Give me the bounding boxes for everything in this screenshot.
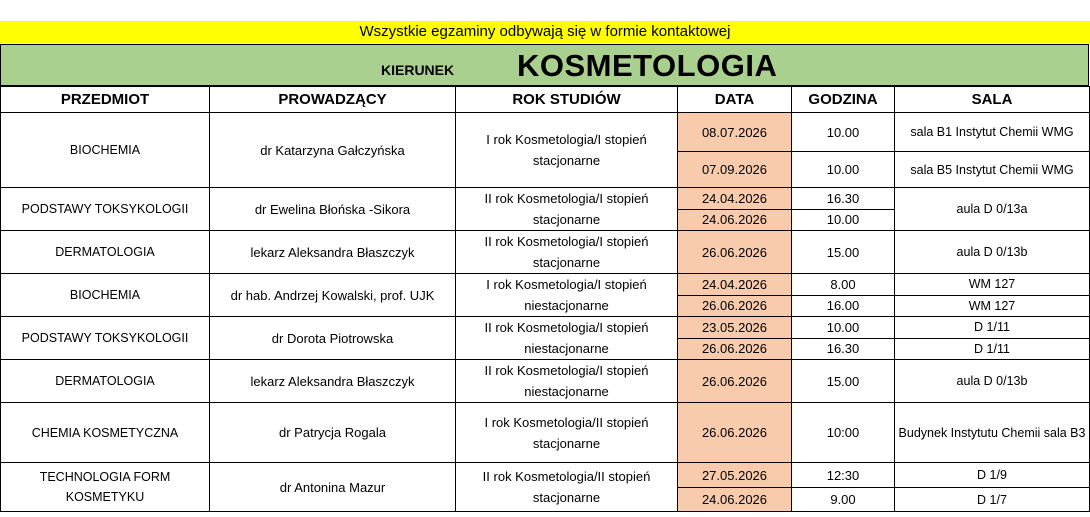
lecturer-cell: dr Dorota Piotrowska: [210, 317, 456, 360]
lecturer-cell: dr hab. Andrzej Kowalski, prof. UJK: [210, 274, 456, 317]
subject-cell: BIOCHEMIA: [1, 274, 210, 317]
date-cell: 26.06.2026: [678, 360, 792, 403]
table-row: [1, 231, 1090, 274]
room-cell: WM 127: [895, 295, 1090, 317]
column-header-sala: SALA: [895, 87, 1090, 113]
lecturer-cell: lekarz Aleksandra Błaszczyk: [210, 360, 456, 403]
room-cell: aula D 0/13b: [895, 360, 1090, 403]
date-cell: 24.04.2026: [678, 274, 792, 296]
time-cell: 15.00: [792, 231, 895, 274]
time-cell: 10.00: [792, 209, 895, 231]
date-cell: 26.06.2026: [678, 295, 792, 317]
room-cell: Budynek Instytutu Chemii sala B3: [895, 403, 1090, 463]
table-row: [1, 403, 1090, 463]
date-cell: 24.06.2026: [678, 488, 792, 512]
subject-cell: PODSTAWY TOKSYKOLOGII: [1, 188, 210, 231]
subject-cell: BIOCHEMIA: [1, 113, 210, 188]
date-cell: 26.06.2026: [678, 231, 792, 274]
announcement-text: Wszystkie egzaminy odbywają się w formie kontaktowej: [0, 21, 1090, 43]
room-cell: aula D 0/13b: [895, 231, 1090, 274]
year-cell: I rok Kosmetologia/I stopień niestacjonarne: [456, 274, 678, 317]
time-cell: 10.00: [792, 152, 895, 188]
subject-cell: PODSTAWY TOKSYKOLOGII: [1, 317, 210, 360]
time-cell: 8.00: [792, 274, 895, 296]
subject-cell: DERMATOLOGIA: [1, 231, 210, 274]
date-cell: 23.05.2026: [678, 317, 792, 339]
date-cell: 08.07.2026: [678, 113, 792, 152]
date-cell: 26.06.2026: [678, 338, 792, 360]
room-cell: WM 127: [895, 274, 1090, 296]
table-row: [1, 317, 1090, 339]
year-cell: II rok Kosmetologia/I stopień niestacjonarne: [456, 317, 678, 360]
time-cell: 16.00: [792, 295, 895, 317]
table-header-row: [1, 87, 1090, 113]
year-cell: II rok Kosmetologia/I stopień stacjonarne: [456, 188, 678, 231]
room-cell: D 1/7: [895, 488, 1090, 512]
column-header-godzina: GODZINA: [792, 87, 895, 113]
table-row: [1, 274, 1090, 296]
room-cell: D 1/11: [895, 317, 1090, 339]
lecturer-cell: dr Katarzyna Gałczyńska: [210, 113, 456, 188]
announcement-banner: [0, 0, 1090, 43]
subject-cell: CHEMIA KOSMETYCZNA: [1, 403, 210, 463]
room-cell: sala B1 Instytut Chemii WMG: [895, 113, 1090, 152]
time-cell: 10.00: [792, 113, 895, 152]
lecturer-cell: lekarz Aleksandra Błaszczyk: [210, 231, 456, 274]
subject-cell: TECHNOLOGIA FORM KOSMETYKU: [1, 463, 210, 512]
year-cell: I rok Kosmetologia/II stopień stacjonarne: [456, 403, 678, 463]
exam-schedule-table: [0, 86, 1090, 512]
date-cell: 24.04.2026: [678, 188, 792, 210]
time-cell: 16.30: [792, 338, 895, 360]
year-cell: I rok Kosmetologia/I stopień stacjonarne: [456, 113, 678, 188]
kierunek-label: KIERUNEK: [381, 62, 455, 78]
room-cell: sala B5 Instytut Chemii WMG: [895, 152, 1090, 188]
time-cell: 12:30: [792, 463, 895, 488]
column-header-rok: ROK STUDIÓW: [456, 87, 678, 113]
lecturer-cell: dr Ewelina Błońska -Sikora: [210, 188, 456, 231]
kierunek-name: KOSMETOLOGIA: [517, 48, 778, 83]
date-cell: 07.09.2026: [678, 152, 792, 188]
year-cell: II rok Kosmetologia/I stopień niestacjonarne: [456, 360, 678, 403]
year-cell: II rok Kosmetologia/I stopień stacjonarne: [456, 231, 678, 274]
table-row: [1, 188, 1090, 210]
time-cell: 16.30: [792, 188, 895, 210]
table-row: [1, 360, 1090, 403]
time-cell: 9.00: [792, 488, 895, 512]
room-cell: aula D 0/13a: [895, 188, 1090, 231]
time-cell: 15.00: [792, 360, 895, 403]
lecturer-cell: dr Antonina Mazur: [210, 463, 456, 512]
time-cell: 10:00: [792, 403, 895, 463]
time-cell: 10.00: [792, 317, 895, 339]
year-cell: II rok Kosmetologia/II stopień stacjonarne: [456, 463, 678, 512]
lecturer-cell: dr Patrycja Rogala: [210, 403, 456, 463]
column-header-prowadzacy: PROWADZĄCY: [210, 87, 456, 113]
date-cell: 26.06.2026: [678, 403, 792, 463]
column-header-przedmiot: PRZEDMIOT: [1, 87, 210, 113]
kierunek-header: [0, 44, 1089, 86]
column-header-data: DATA: [678, 87, 792, 113]
room-cell: D 1/9: [895, 463, 1090, 488]
room-cell: D 1/11: [895, 338, 1090, 360]
table-row: [1, 113, 1090, 152]
subject-cell: DERMATOLOGIA: [1, 360, 210, 403]
date-cell: 24.06.2026: [678, 209, 792, 231]
table-row: [1, 463, 1090, 488]
date-cell: 27.05.2026: [678, 463, 792, 488]
